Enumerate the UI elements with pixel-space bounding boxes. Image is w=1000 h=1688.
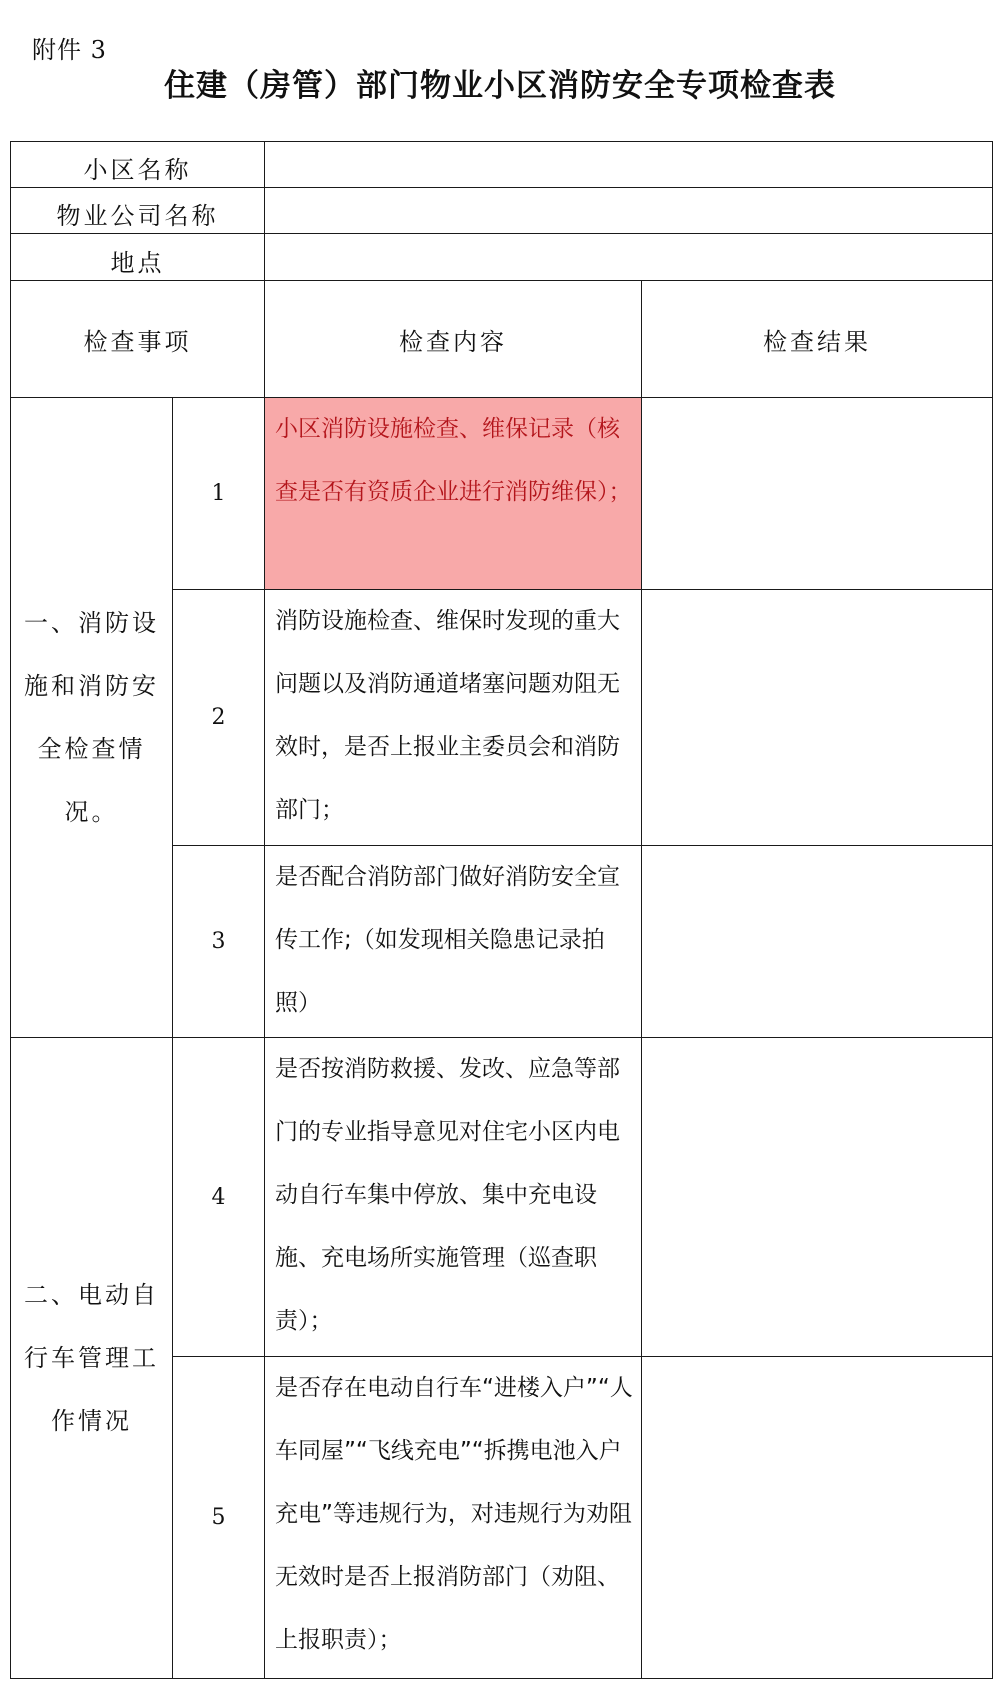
column-header-item: 检查事项	[11, 281, 265, 398]
item-number: 2	[173, 590, 265, 846]
inspection-table	[10, 141, 993, 1679]
column-header-result: 检查结果	[642, 281, 993, 398]
info-row-company	[11, 188, 993, 234]
item-content: 是否按消防救援、发改、应急等部门的专业指导意见对住宅小区内电动自行车集中停放、集中充电设施、充电场所实施管理（巡查职责）；	[265, 1038, 642, 1357]
item-number: 5	[173, 1357, 265, 1679]
community-name-value[interactable]	[265, 142, 993, 188]
item-content-highlighted: 小区消防设施检查、维保记录（核查是否有资质企业进行消防维保）；	[265, 398, 642, 590]
info-row-community	[11, 142, 993, 188]
property-company-value[interactable]	[265, 188, 993, 234]
column-header-content: 检查内容	[265, 281, 642, 398]
section-category: 一、消防设施和消防安全检查情况。	[11, 398, 173, 1038]
community-name-label: 小区名称	[11, 142, 265, 188]
item-result-cell[interactable]	[642, 1357, 993, 1679]
item-number: 4	[173, 1038, 265, 1357]
item-number: 1	[173, 398, 265, 590]
item-content: 是否存在电动自行车“进楼入户”“人车同屋”“飞线充电”“拆携电池入户充电”等违规行为，对违规行为劝阻无效时是否上报消防部门（劝阻、上报职责）；	[265, 1357, 642, 1679]
item-result-cell[interactable]	[642, 398, 993, 590]
item-content: 是否配合消防部门做好消防安全宣传工作;（如发现相关隐患记录拍照）	[265, 846, 642, 1038]
info-row-location	[11, 234, 993, 281]
property-company-label: 物业公司名称	[11, 188, 265, 234]
section-category: 二、电动自行车管理工作情况	[11, 1038, 173, 1679]
item-result-cell[interactable]	[642, 1038, 993, 1357]
location-label: 地点	[11, 234, 265, 281]
item-content: 消防设施检查、维保时发现的重大问题以及消防通道堵塞问题劝阻无效时，是否上报业主委员会和消防部门；	[265, 590, 642, 846]
attachment-label: 附件 3	[32, 36, 107, 64]
table-row	[11, 398, 993, 590]
table-row	[11, 1038, 993, 1357]
item-result-cell[interactable]	[642, 590, 993, 846]
document-title: 住建（房管）部门物业小区消防安全专项检查表	[164, 68, 836, 104]
item-result-cell[interactable]	[642, 846, 993, 1038]
column-header-row	[11, 281, 993, 398]
item-number: 3	[173, 846, 265, 1038]
location-value[interactable]	[265, 234, 993, 281]
